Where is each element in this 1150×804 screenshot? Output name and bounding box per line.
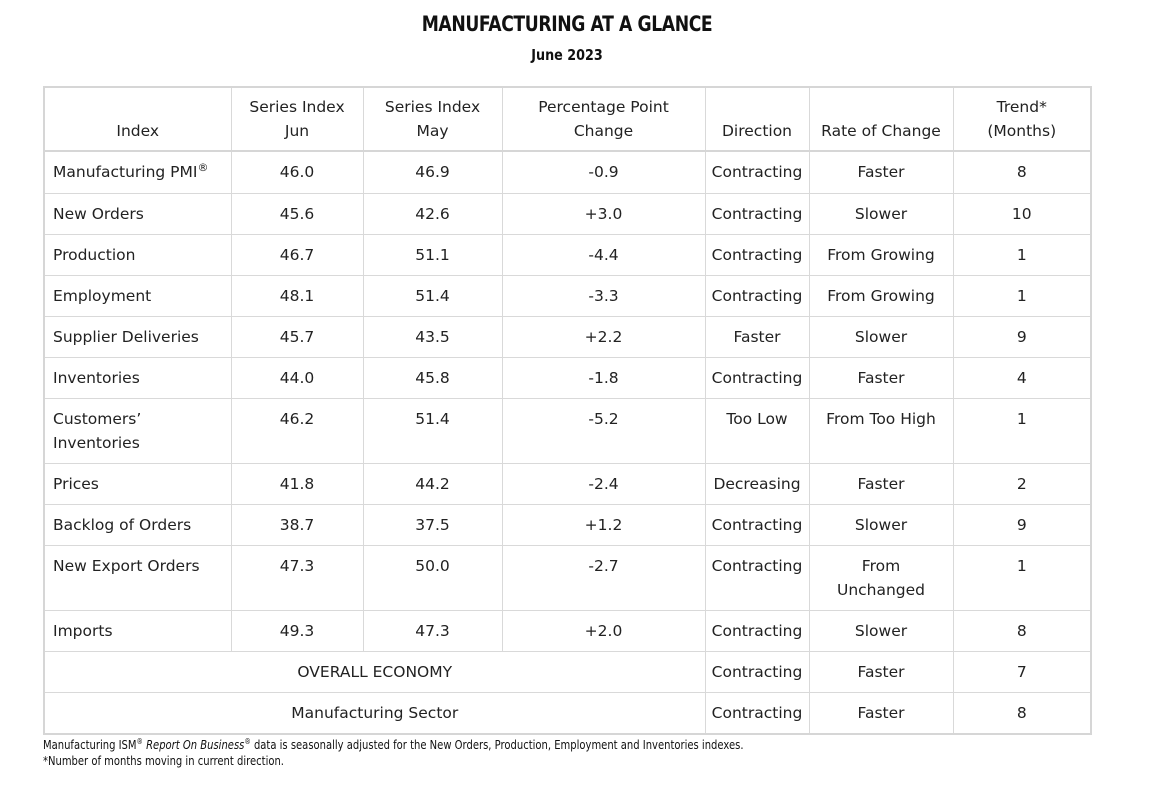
row-may-value: 42.6 (363, 193, 502, 234)
row-trend: 8 (953, 151, 1091, 193)
row-index-label: Customers’ Inventories (44, 398, 231, 463)
row-rate: Faster (809, 357, 953, 398)
row-change-value: -2.4 (502, 463, 705, 504)
row-index-label: New Export Orders (44, 545, 231, 610)
row-index-label: Inventories (44, 357, 231, 398)
row-change-value: -3.3 (502, 275, 705, 316)
row-may-value: 51.4 (363, 275, 502, 316)
row-trend: 9 (953, 316, 1091, 357)
row-may-value: 51.4 (363, 398, 502, 463)
table-row (44, 463, 1091, 504)
row-change-value: +1.2 (502, 504, 705, 545)
row-direction: Contracting (705, 275, 809, 316)
row-change-value: -1.8 (502, 357, 705, 398)
manufacturing-table (43, 86, 1092, 735)
header-series-jun: Series Index Jun (231, 87, 363, 151)
row-direction: Contracting (705, 692, 809, 734)
header-change: Percentage Point Change (502, 87, 705, 151)
summary-label: Manufacturing Sector (44, 692, 705, 734)
row-may-value: 46.9 (363, 151, 502, 193)
row-rate: Faster (809, 692, 953, 734)
summary-row-overall-economy (44, 651, 1091, 692)
row-direction: Contracting (705, 504, 809, 545)
row-jun-value: 45.6 (231, 193, 363, 234)
table-row (44, 504, 1091, 545)
row-change-value: -0.9 (502, 151, 705, 193)
row-index-label: Production (44, 234, 231, 275)
row-jun-value: 47.3 (231, 545, 363, 610)
row-direction: Contracting (705, 357, 809, 398)
row-rate: From Growing (809, 275, 953, 316)
row-may-value: 50.0 (363, 545, 502, 610)
row-direction: Too Low (705, 398, 809, 463)
header-series-may: Series Index May (363, 87, 502, 151)
row-change-value: +2.0 (502, 610, 705, 651)
row-trend: 1 (953, 275, 1091, 316)
row-may-value: 51.1 (363, 234, 502, 275)
row-trend: 8 (953, 692, 1091, 734)
footnote-trend-definition: *Number of months moving in current direction. (43, 753, 284, 768)
row-index-label: Employment (44, 275, 231, 316)
row-rate: From Too High (809, 398, 953, 463)
row-rate: Faster (809, 463, 953, 504)
row-change-value: -4.4 (502, 234, 705, 275)
table-row (44, 234, 1091, 275)
table-row (44, 193, 1091, 234)
row-index-label: Manufacturing PMI® (44, 151, 231, 193)
row-direction: Contracting (705, 151, 809, 193)
row-jun-value: 46.0 (231, 151, 363, 193)
summary-row-manufacturing-sector (44, 692, 1091, 734)
row-jun-value: 46.7 (231, 234, 363, 275)
table-row (44, 357, 1091, 398)
row-rate: Slower (809, 504, 953, 545)
header-rate: Rate of Change (809, 87, 953, 151)
table-row (44, 316, 1091, 357)
page-subtitle: June 2023 (531, 46, 603, 64)
row-trend: 1 (953, 398, 1091, 463)
row-jun-value: 45.7 (231, 316, 363, 357)
row-rate: Slower (809, 316, 953, 357)
footnote-seasonal-adjustment: Manufacturing ISM® Report On Business® data is seasonally adjusted for the New Orders, Production, Employment and Inventories indexes. (43, 736, 744, 752)
row-rate: Slower (809, 610, 953, 651)
row-index-label: Backlog of Orders (44, 504, 231, 545)
row-index-label: Imports (44, 610, 231, 651)
table-header-row (44, 87, 1091, 151)
row-trend: 2 (953, 463, 1091, 504)
row-direction: Contracting (705, 610, 809, 651)
row-jun-value: 49.3 (231, 610, 363, 651)
row-direction: Contracting (705, 651, 809, 692)
row-trend: 1 (953, 234, 1091, 275)
summary-label: OVERALL ECONOMY (44, 651, 705, 692)
row-rate: Slower (809, 193, 953, 234)
row-change-value: +2.2 (502, 316, 705, 357)
row-direction: Contracting (705, 234, 809, 275)
row-jun-value: 46.2 (231, 398, 363, 463)
row-index-label: Supplier Deliveries (44, 316, 231, 357)
row-may-value: 47.3 (363, 610, 502, 651)
row-trend: 8 (953, 610, 1091, 651)
footnotes (43, 737, 1043, 769)
row-change-value: +3.0 (502, 193, 705, 234)
header-trend: Trend* (Months) (953, 87, 1091, 151)
row-trend: 1 (953, 545, 1091, 610)
row-change-value: -2.7 (502, 545, 705, 610)
page-title: MANUFACTURING AT A GLANCE (421, 12, 713, 36)
row-index-label: New Orders (44, 193, 231, 234)
row-may-value: 44.2 (363, 463, 502, 504)
table-row (44, 610, 1091, 651)
row-may-value: 37.5 (363, 504, 502, 545)
row-trend: 9 (953, 504, 1091, 545)
row-direction: Decreasing (705, 463, 809, 504)
row-direction: Contracting (705, 545, 809, 610)
row-rate: Faster (809, 151, 953, 193)
header-index: Index (44, 87, 231, 151)
row-may-value: 45.8 (363, 357, 502, 398)
table-row (44, 151, 1091, 193)
row-rate: From Unchanged (809, 545, 953, 610)
row-rate: From Growing (809, 234, 953, 275)
row-index-label: Prices (44, 463, 231, 504)
table-row (44, 398, 1091, 463)
table-row (44, 545, 1091, 610)
row-jun-value: 38.7 (231, 504, 363, 545)
row-trend: 7 (953, 651, 1091, 692)
row-jun-value: 44.0 (231, 357, 363, 398)
row-jun-value: 48.1 (231, 275, 363, 316)
row-may-value: 43.5 (363, 316, 502, 357)
header-direction: Direction (705, 87, 809, 151)
row-trend: 4 (953, 357, 1091, 398)
row-change-value: -5.2 (502, 398, 705, 463)
row-jun-value: 41.8 (231, 463, 363, 504)
table-row (44, 275, 1091, 316)
row-direction: Contracting (705, 193, 809, 234)
row-trend: 10 (953, 193, 1091, 234)
row-direction: Faster (705, 316, 809, 357)
row-rate: Faster (809, 651, 953, 692)
